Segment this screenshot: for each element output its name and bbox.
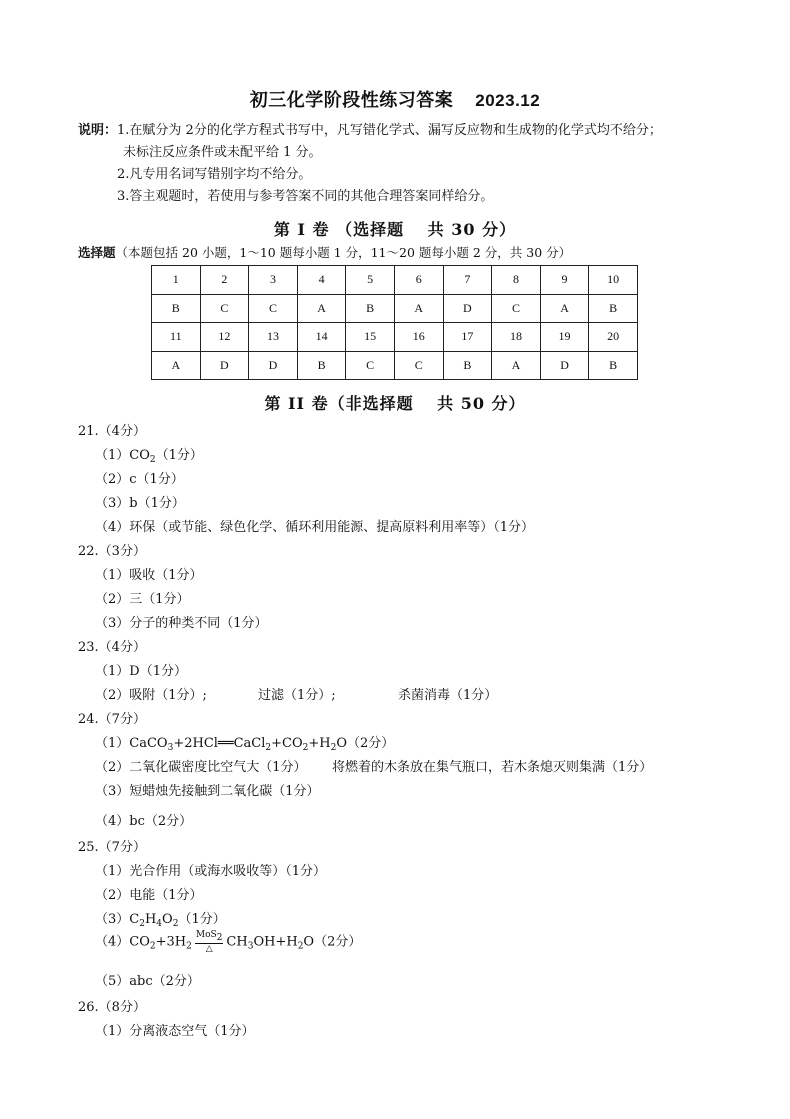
table-row [152, 351, 638, 380]
q25-answer-3 [95, 908, 226, 929]
table-cell: 4 [297, 266, 346, 295]
note-line-1 [78, 120, 662, 142]
page-title [0, 86, 790, 112]
q21-a1-text: （1）CO [95, 448, 150, 463]
note-label: 说明： [78, 123, 118, 138]
table-cell: C [394, 351, 443, 380]
table-cell: C [200, 294, 249, 323]
table-cell: D [249, 351, 298, 380]
table-cell: C [492, 294, 541, 323]
q24-answer-2a: （2）二氧化碳密度比空气大（1分） [95, 760, 307, 775]
subscript: 2 [216, 933, 223, 943]
table-cell: 14 [297, 323, 346, 352]
table-cell: D [540, 351, 589, 380]
table-cell: 18 [492, 323, 541, 352]
q22-answer-1: （1）吸收（1分） [95, 568, 203, 583]
table-cell: 15 [346, 323, 395, 352]
q21-a1-score: （1分） [155, 448, 203, 463]
table-cell: B [589, 351, 638, 380]
table-cell: B [297, 351, 346, 380]
table-cell: B [589, 294, 638, 323]
subscript: 2 [265, 743, 272, 753]
subscript: 2 [172, 919, 179, 929]
subscript: 2 [149, 455, 156, 465]
subscript: 2 [302, 743, 309, 753]
note-line-3: 3.答主观题时，若使用与参考答案不同的其他合理答案同样给分。 [117, 189, 494, 204]
q25-answer-4 [95, 930, 361, 954]
table-row [152, 294, 638, 323]
table-row [152, 323, 638, 352]
title-text: 初三化学阶段性练习答案 [249, 90, 454, 111]
q24-answer-2b: 将燃着的木条放在集气瓶口，若木条熄灭则集满（1分） [332, 760, 653, 775]
subscript: 2 [139, 919, 145, 929]
q23-answer-1: （1）D（1分） [95, 664, 187, 679]
note-line-2: 2.凡专用名词写错别字均不给分。 [117, 167, 312, 182]
choice-intro-label: 选择题 [78, 245, 116, 260]
q21-answer-1 [95, 444, 203, 465]
table-cell: 19 [540, 323, 589, 352]
q22-answer-2: （2）三（1分） [95, 592, 190, 607]
question-26-heading: 26.（8分） [78, 1000, 146, 1015]
table-cell: B [443, 351, 492, 380]
q21-answer-4: （4）环保（或节能、绿色化学、循环利用能源、提高原料利用率等）（1分） [95, 520, 535, 535]
q22-answer-3: （3）分子的种类不同（1分） [95, 616, 268, 631]
table-cell: A [152, 351, 201, 380]
reaction-condition [195, 930, 224, 954]
formula-part: （1分） [178, 912, 226, 927]
q24-answer-1 [95, 732, 394, 753]
question-25-heading: 25.（7分） [78, 840, 146, 855]
table-cell: 7 [443, 266, 492, 295]
q24-answer-3: （3）短蜡烛先接触到二氧化碳（1分） [95, 784, 320, 799]
table-cell: 1 [152, 266, 201, 295]
formula-part: （1）CaCO [95, 736, 168, 751]
subscript: 3 [167, 743, 174, 753]
formula-part: O（2分） [303, 934, 362, 950]
subscript: 2 [330, 743, 337, 753]
table-cell: 8 [492, 266, 541, 295]
q23-answer-2c: 杀菌消毒（1分） [398, 688, 498, 703]
table-cell: 9 [540, 266, 589, 295]
question-22-heading: 22.（3分） [78, 544, 146, 559]
subscript: 4 [156, 919, 163, 929]
q25-answer-2: （2）电能（1分） [95, 888, 203, 903]
q23-answer-2a: （2）吸附（1分）; [95, 688, 207, 703]
choice-intro [78, 243, 571, 261]
section-1-heading: 第 I 卷 （选择题 共 30 分） [273, 220, 517, 239]
table-cell: C [249, 294, 298, 323]
table-cell: D [443, 294, 492, 323]
subscript: 3 [247, 941, 254, 952]
formula-part: O（2分） [336, 736, 395, 751]
subscript: 2 [149, 941, 156, 952]
catalyst-text: MoS [195, 930, 217, 940]
question-24-heading: 24.（7分） [78, 712, 146, 727]
table-cell: 10 [589, 266, 638, 295]
choice-intro-text: （本题包括 20 小题，1～10 题每小题 1 分，11～20 题每小题 2 分，共 30 分） [115, 245, 572, 260]
table-cell: A [540, 294, 589, 323]
q25-answer-5: （5）abc（2分） [95, 974, 200, 989]
table-cell: C [346, 351, 395, 380]
q23-answer-2b: 过滤（1分）; [258, 688, 336, 703]
formula-part: +2HCl══CaCl [173, 736, 266, 751]
table-cell: B [152, 294, 201, 323]
formula-part: +H [308, 736, 331, 751]
formula-part: +3H [155, 934, 187, 950]
formula-part: H [144, 912, 157, 927]
table-cell: 2 [200, 266, 249, 295]
table-cell: 5 [346, 266, 395, 295]
table-cell: A [394, 294, 443, 323]
answer-table [151, 265, 638, 380]
table-cell: 3 [249, 266, 298, 295]
question-21-heading: 21.（4分） [78, 424, 146, 439]
section-2-heading: 第 II 卷（非选择题 共 50 分） [264, 394, 526, 413]
q25-answer-1: （1）光合作用（或海水吸收等）（1分） [95, 864, 327, 879]
formula-part: CH [226, 934, 248, 950]
formula-part: （3）C [95, 912, 140, 927]
table-cell: 16 [394, 323, 443, 352]
catalyst-label [195, 930, 224, 944]
q24-answer-4: （4）bc（2分） [95, 814, 193, 829]
note-line-1b: 未标注反应条件或未配平给 1 分。 [123, 145, 322, 160]
formula-part: （4）CO [95, 934, 150, 950]
formula-part: +CO [271, 736, 303, 751]
note-1a: 1.在赋分为 2分的化学方程式书写中，凡写错化学式、漏写反应物和生成物的化学式均不给分； [117, 123, 662, 138]
table-cell: 17 [443, 323, 492, 352]
question-23-heading: 23.（4分） [78, 640, 146, 655]
heat-symbol: △ [205, 944, 213, 954]
title-date: 2023.12 [475, 91, 541, 110]
table-cell: 20 [589, 323, 638, 352]
table-cell: 12 [200, 323, 249, 352]
formula-part: O [162, 912, 173, 927]
table-cell: B [346, 294, 395, 323]
table-cell: A [297, 294, 346, 323]
table-cell: A [492, 351, 541, 380]
table-cell: D [200, 351, 249, 380]
q26-answer-1: （1）分离液态空气（1分） [95, 1024, 255, 1039]
formula-part: OH+H [253, 934, 298, 950]
table-cell: 11 [152, 323, 201, 352]
q21-answer-3: （3）b（1分） [95, 496, 185, 511]
table-row [152, 266, 638, 295]
subscript: 2 [186, 941, 192, 952]
subscript: 2 [297, 941, 304, 952]
table-cell: 6 [394, 266, 443, 295]
q21-answer-2: （2）c（1分） [95, 472, 184, 487]
table-cell: 13 [249, 323, 298, 352]
